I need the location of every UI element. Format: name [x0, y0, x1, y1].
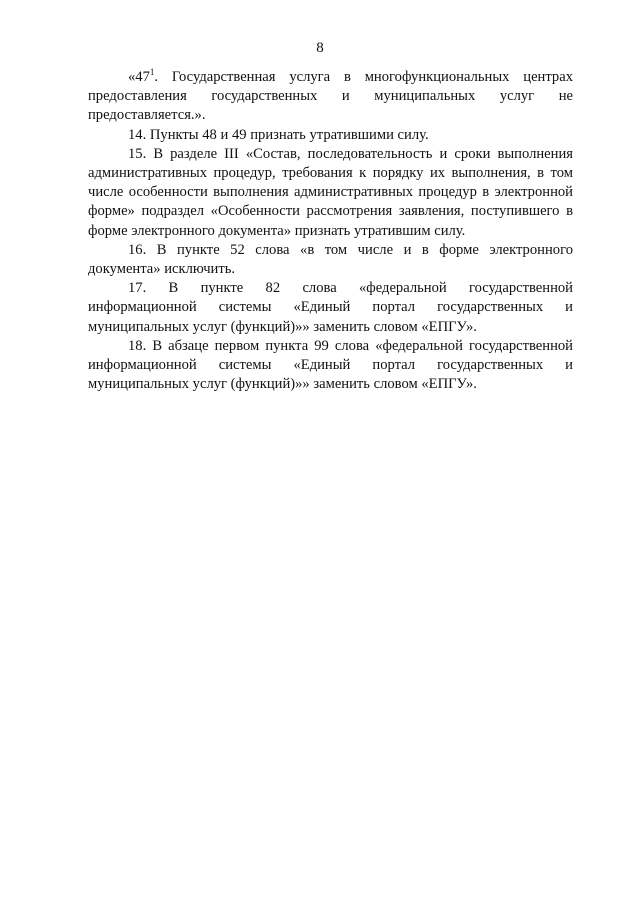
document-body [88, 68, 573, 394]
paragraph-18: 18. В абзаце первом пункта 99 слова «федеральной государственной информационной системы «Единый портал государственных и муниципальных услуг (функций)»» заменить словом «ЕПГУ». [88, 337, 573, 393]
paragraph-47-1 [88, 68, 573, 126]
paragraph-14: 14. Пункты 48 и 49 признать утратившими силу. [128, 126, 429, 143]
paragraph-prefix: «47 [128, 69, 150, 85]
paragraph-text: . Государственная услуга в многофункциональных центрах предоставления государственных и муниципальных услуг не предоставляется.». [88, 69, 573, 124]
superscript: 1 [149, 67, 155, 77]
page-number: 8 [316, 40, 324, 56]
paragraph-15: 15. В разделе III «Состав, последовательность и сроки выполнения административных процедур, требования к порядку их выполнения, в том числе особенности выполнения административных процедур в электронной форме» подраздел «Особенности рассмотрения заявления, поступившего в форме электронного документа» признать утратившим силу. [88, 145, 573, 239]
paragraph-16: 16. В пункте 52 слова «в том числе и в форме электронного документа» исключить. [88, 241, 573, 278]
paragraph-17: 17. В пункте 82 слова «федеральной государственной информационной системы «Единый портал государственных и муниципальных услуг (функций)»» заменить словом «ЕПГУ». [88, 280, 573, 335]
